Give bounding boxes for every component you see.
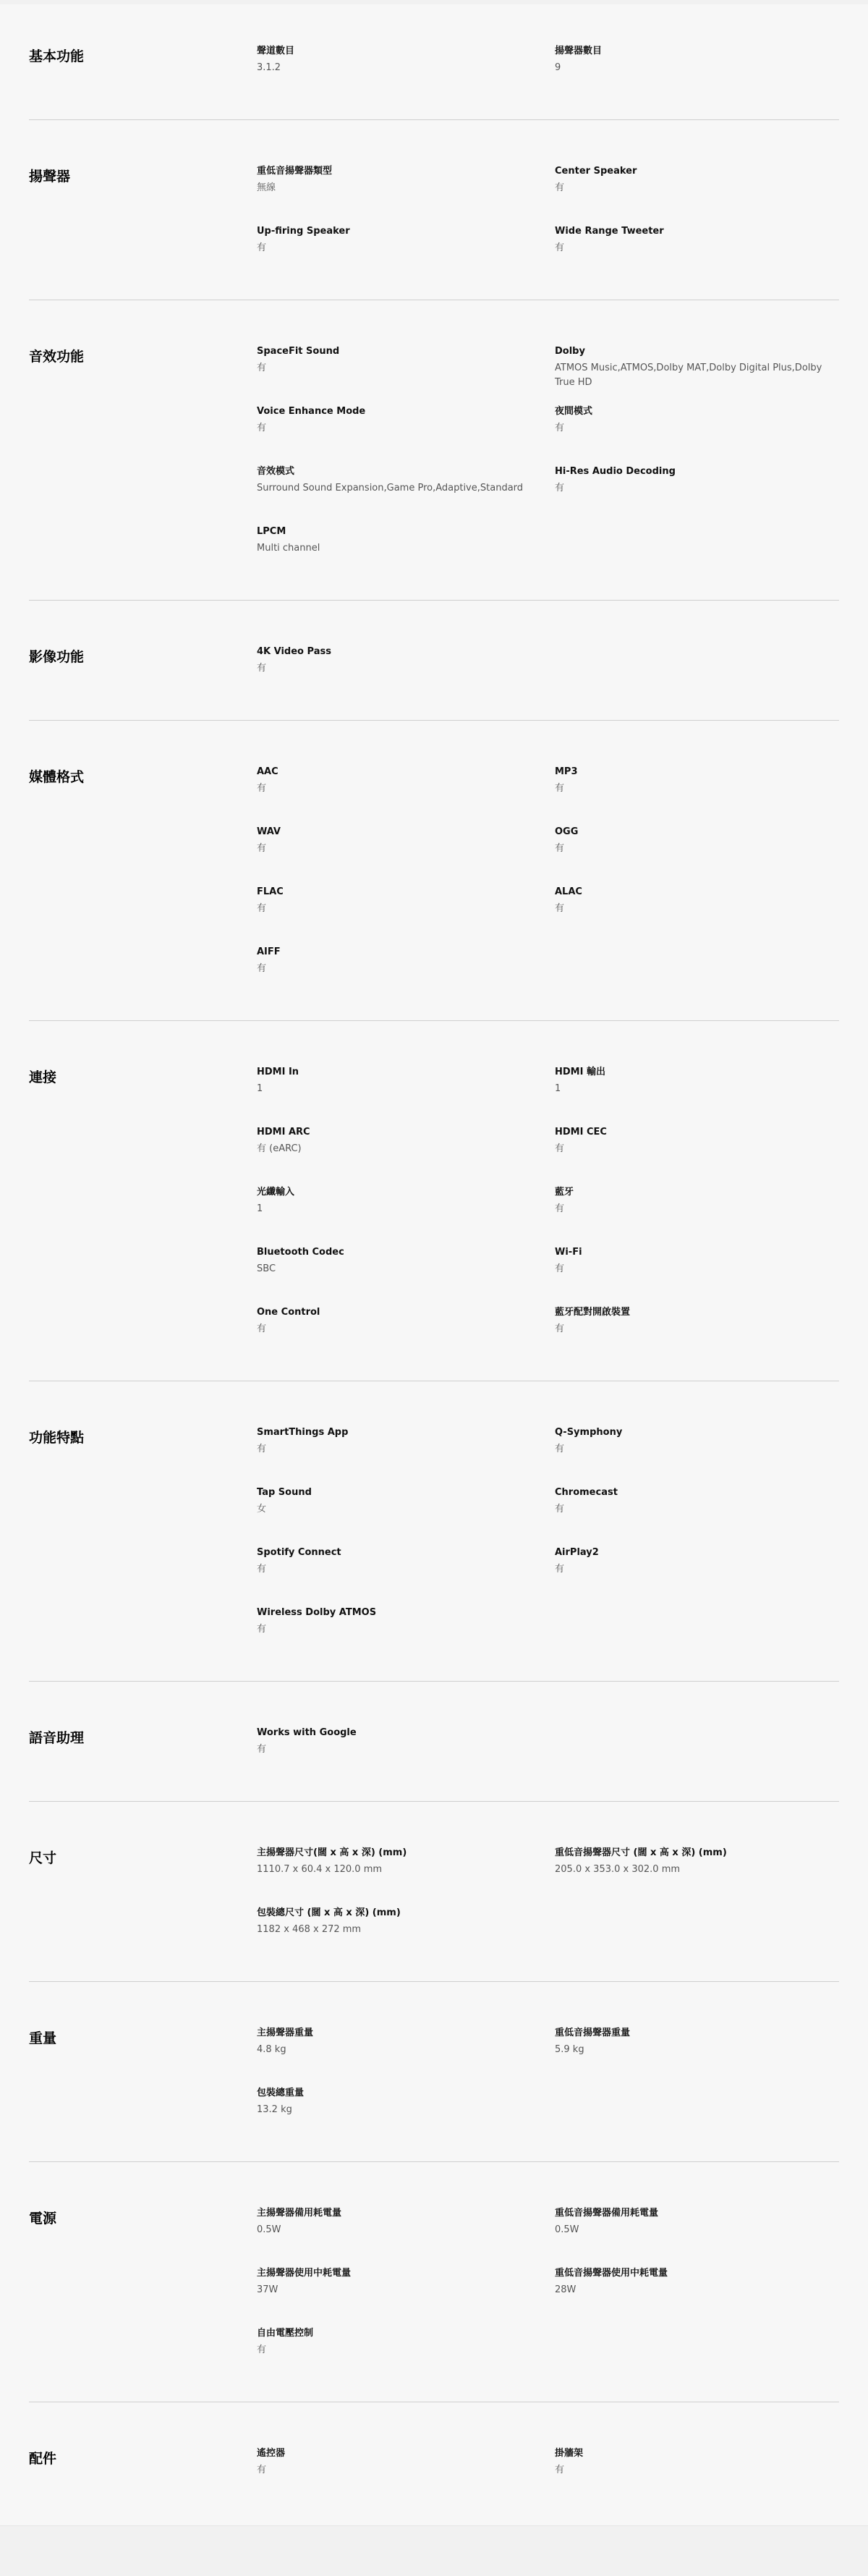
section-title: 基本功能 xyxy=(29,48,85,64)
spec-value: 有 xyxy=(257,2344,267,2355)
spec-item xyxy=(555,1185,839,1245)
spec-value: 無線 xyxy=(257,182,276,193)
spec-section-speakers xyxy=(29,120,839,300)
spec-value: 有 xyxy=(257,423,267,433)
section-title: 音效功能 xyxy=(29,349,85,365)
spec-item xyxy=(257,404,555,465)
spec-label: 自由電壓控制 xyxy=(257,2328,314,2339)
spec-item xyxy=(555,1065,839,1125)
spec-label: 重低音揚聲器重量 xyxy=(555,2028,631,2038)
spec-label: HDMI CEC xyxy=(555,1127,607,1137)
spec-item xyxy=(555,825,839,885)
spec-item xyxy=(555,2026,839,2086)
spec-value: 1 xyxy=(555,1083,561,1094)
spec-value: 有 xyxy=(257,1744,267,1755)
spec-items xyxy=(257,1425,839,1666)
spec-items xyxy=(257,645,839,705)
spec-value: 有 xyxy=(555,843,565,854)
spec-item xyxy=(555,44,839,104)
spec-section-connectivity xyxy=(29,1021,839,1381)
spec-value: 有 xyxy=(257,242,267,253)
spec-section-accessories xyxy=(29,2402,839,2522)
spec-item xyxy=(257,1245,555,1305)
spec-item xyxy=(555,1486,839,1546)
spec-label: 主揚聲器重量 xyxy=(257,2028,314,2038)
spec-items xyxy=(257,44,839,104)
spec-value: 205.0 x 353.0 x 302.0 mm xyxy=(555,1864,681,1875)
spec-label: HDMI ARC xyxy=(257,1127,310,1137)
spec-section-video xyxy=(29,601,839,721)
section-title: 配件 xyxy=(29,2451,57,2467)
spec-item xyxy=(555,1245,839,1305)
spec-list xyxy=(29,0,839,2522)
spec-label: Center Speaker xyxy=(555,166,637,177)
spec-label: Wi-Fi xyxy=(555,1247,582,1258)
spec-item xyxy=(555,2206,839,2266)
spec-label: 藍牙配對開啟裝置 xyxy=(555,1307,631,1318)
spec-value: 1110.7 x 60.4 x 120.0 mm xyxy=(257,1864,383,1875)
spec-label: Wireless Dolby ATMOS xyxy=(257,1607,377,1618)
spec-section-basic xyxy=(29,0,839,120)
spec-label: HDMI In xyxy=(257,1067,299,1077)
spec-items xyxy=(257,2026,839,2146)
spec-value: 有 xyxy=(257,963,267,974)
spec-item xyxy=(257,2326,555,2386)
spec-label: 揚聲器數目 xyxy=(555,46,603,56)
spec-value: 有 xyxy=(257,2465,267,2475)
spec-value: 有 xyxy=(555,483,565,493)
spec-label: 重低音揚聲器類型 xyxy=(257,166,333,177)
spec-value: 有 (eARC) xyxy=(257,1143,302,1154)
spec-item xyxy=(555,465,839,525)
spec-item xyxy=(257,224,555,284)
spec-value: 有 xyxy=(257,1444,267,1454)
spec-value: 有 xyxy=(257,1624,267,1635)
section-title: 電源 xyxy=(29,2211,57,2227)
spec-value: 有 xyxy=(555,903,565,914)
spec-value: 13.2 kg xyxy=(257,2104,292,2115)
spec-label: Wide Range Tweeter xyxy=(555,226,664,237)
spec-item xyxy=(555,344,839,404)
spec-item xyxy=(257,1726,555,1786)
spec-value: 有 xyxy=(555,1504,565,1514)
section-title: 影像功能 xyxy=(29,649,85,665)
spec-label: 主揚聲器使用中耗電量 xyxy=(257,2268,352,2279)
spec-value: 有 xyxy=(555,1444,565,1454)
spec-section-sound xyxy=(29,300,839,601)
spec-item xyxy=(555,1305,839,1365)
spec-items xyxy=(257,2206,839,2386)
section-title: 功能特點 xyxy=(29,1430,85,1446)
section-title: 重量 xyxy=(29,2030,57,2046)
spec-value: 有 xyxy=(257,843,267,854)
spec-value: Multi channel xyxy=(257,543,320,554)
spec-item xyxy=(555,1125,839,1185)
spec-label: Tap Sound xyxy=(257,1487,312,1498)
spec-label: 藍牙 xyxy=(555,1187,574,1198)
spec-label: 重低音揚聲器備用耗電量 xyxy=(555,2208,659,2219)
spec-section-features xyxy=(29,1381,839,1682)
spec-item xyxy=(257,1185,555,1245)
spec-item xyxy=(257,2206,555,2266)
spec-label: 夜間模式 xyxy=(555,406,593,417)
spec-item xyxy=(257,2086,555,2146)
spec-value: 有 xyxy=(555,1263,565,1274)
spec-value: 有 xyxy=(555,182,565,193)
spec-value: 有 xyxy=(257,363,267,373)
spec-item xyxy=(257,1606,555,1666)
spec-label: 主揚聲器備用耗電量 xyxy=(257,2208,342,2219)
spec-label: WAV xyxy=(257,826,281,837)
spec-label: LPCM xyxy=(257,526,286,537)
spec-item xyxy=(257,2446,555,2507)
spec-label: Bluetooth Codec xyxy=(257,1247,344,1258)
spec-item xyxy=(257,525,555,585)
spec-value: 37W xyxy=(257,2284,278,2295)
spec-label: ALAC xyxy=(555,886,582,897)
spec-item xyxy=(555,224,839,284)
section-title: 媒體格式 xyxy=(29,769,85,785)
spec-value: 有 xyxy=(555,783,565,794)
spec-item xyxy=(257,1846,555,1906)
spec-label: AAC xyxy=(257,766,278,777)
spec-label: AirPlay2 xyxy=(555,1547,599,1558)
spec-item xyxy=(257,344,555,404)
spec-value: ATMOS Music,ATMOS,Dolby MAT,Dolby Digital Plus,Dolby True HD xyxy=(555,363,822,388)
spec-value: 有 xyxy=(555,1203,565,1214)
spec-item xyxy=(555,2266,839,2326)
spec-label: 掛牆架 xyxy=(555,2448,584,2459)
spec-section-weight xyxy=(29,1982,839,2162)
spec-value: Surround Sound Expansion,Game Pro,Adaptive,Standard xyxy=(257,483,524,493)
spec-value: 有 xyxy=(555,1323,565,1334)
spec-item xyxy=(555,164,839,224)
spec-value: 4.8 kg xyxy=(257,2044,286,2055)
spec-item xyxy=(257,1425,555,1486)
spec-value: 0.5W xyxy=(555,2224,579,2235)
spec-label: 遙控器 xyxy=(257,2448,286,2459)
spec-section-power xyxy=(29,2162,839,2402)
spec-items xyxy=(257,1065,839,1365)
spec-item xyxy=(257,945,555,1005)
spec-item xyxy=(555,404,839,465)
spec-label: 重低音揚聲器使用中耗電量 xyxy=(555,2268,668,2279)
spec-label: FLAC xyxy=(257,886,284,897)
spec-label: HDMI 輸出 xyxy=(555,1067,605,1077)
spec-value: 有 xyxy=(257,663,267,674)
spec-item xyxy=(555,885,839,945)
spec-label: Dolby xyxy=(555,346,585,357)
spec-value: 有 xyxy=(555,1564,565,1575)
spec-value: SBC xyxy=(257,1263,276,1274)
spec-label: 主揚聲器尺寸(闊 x 高 x 深) (mm) xyxy=(257,1847,407,1858)
spec-value: 有 xyxy=(257,903,267,914)
spec-value: 5.9 kg xyxy=(555,2044,584,2055)
spec-item xyxy=(257,765,555,825)
spec-value: 9 xyxy=(555,62,561,73)
spec-value: 有 xyxy=(257,1323,267,1334)
spec-item xyxy=(257,44,555,104)
spec-item xyxy=(555,1425,839,1486)
spec-value: 0.5W xyxy=(257,2224,281,2235)
spec-items xyxy=(257,1726,839,1786)
spec-label: 重低音揚聲器尺寸 (闊 x 高 x 深) (mm) xyxy=(555,1847,727,1858)
spec-item xyxy=(555,2446,839,2507)
spec-label: 4K Video Pass xyxy=(257,646,331,657)
section-title: 語音助理 xyxy=(29,1730,85,1746)
spec-value: 1182 x 468 x 272 mm xyxy=(257,1924,362,1935)
spec-items xyxy=(257,2446,839,2507)
spec-value: 有 xyxy=(555,423,565,433)
spec-value: 有 xyxy=(555,2465,565,2475)
spec-section-dimensions xyxy=(29,1802,839,1982)
page-footer-strip xyxy=(0,2525,868,2576)
spec-label: 音效模式 xyxy=(257,466,295,477)
spec-label: 包裝總重量 xyxy=(257,2088,305,2098)
spec-value: 28W xyxy=(555,2284,576,2295)
spec-value: 1 xyxy=(257,1203,263,1214)
spec-label: Chromecast xyxy=(555,1487,618,1498)
spec-items xyxy=(257,164,839,284)
spec-value: 有 xyxy=(257,1564,267,1575)
spec-value: 3.1.2 xyxy=(257,62,281,73)
spec-item xyxy=(257,1906,555,1966)
section-title: 連接 xyxy=(29,1069,57,1085)
spec-label: One Control xyxy=(257,1307,320,1318)
spec-item xyxy=(257,645,555,705)
spec-item xyxy=(257,2266,555,2326)
spec-item xyxy=(555,1846,839,1906)
spec-item xyxy=(257,1486,555,1546)
spec-item xyxy=(257,1305,555,1365)
section-title: 尺寸 xyxy=(29,1850,57,1866)
spec-label: 光纖輸入 xyxy=(257,1187,295,1198)
spec-label: Works with Google xyxy=(257,1727,357,1738)
spec-label: MP3 xyxy=(555,766,578,777)
spec-label: 包裝總尺寸 (闊 x 高 x 深) (mm) xyxy=(257,1907,401,1918)
spec-item xyxy=(257,885,555,945)
spec-item xyxy=(257,164,555,224)
spec-label: Up-firing Speaker xyxy=(257,226,350,237)
spec-item xyxy=(257,465,555,525)
section-title: 揚聲器 xyxy=(29,169,71,185)
spec-value: 1 xyxy=(257,1083,263,1094)
spec-value: 女 xyxy=(257,1504,267,1514)
spec-label: Spotify Connect xyxy=(257,1547,341,1558)
spec-items xyxy=(257,344,839,585)
spec-label: SpaceFit Sound xyxy=(257,346,340,357)
spec-value: 有 xyxy=(555,1143,565,1154)
spec-value: 有 xyxy=(257,783,267,794)
spec-section-media-formats xyxy=(29,721,839,1021)
spec-items xyxy=(257,765,839,1005)
spec-label: OGG xyxy=(555,826,579,837)
spec-label: SmartThings App xyxy=(257,1427,349,1438)
spec-items xyxy=(257,1846,839,1966)
spec-item xyxy=(257,1125,555,1185)
spec-item xyxy=(257,1065,555,1125)
spec-label: Voice Enhance Mode xyxy=(257,406,366,417)
spec-section-voice-assistant xyxy=(29,1682,839,1802)
spec-item xyxy=(257,1546,555,1606)
spec-label: AIFF xyxy=(257,946,281,957)
spec-item xyxy=(257,825,555,885)
spec-item xyxy=(555,1546,839,1606)
spec-label: Q-Symphony xyxy=(555,1427,623,1438)
spec-value: 有 xyxy=(555,242,565,253)
spec-label: 聲道數目 xyxy=(257,46,295,56)
spec-label: Hi-Res Audio Decoding xyxy=(555,466,676,477)
spec-item xyxy=(257,2026,555,2086)
spec-item xyxy=(555,765,839,825)
